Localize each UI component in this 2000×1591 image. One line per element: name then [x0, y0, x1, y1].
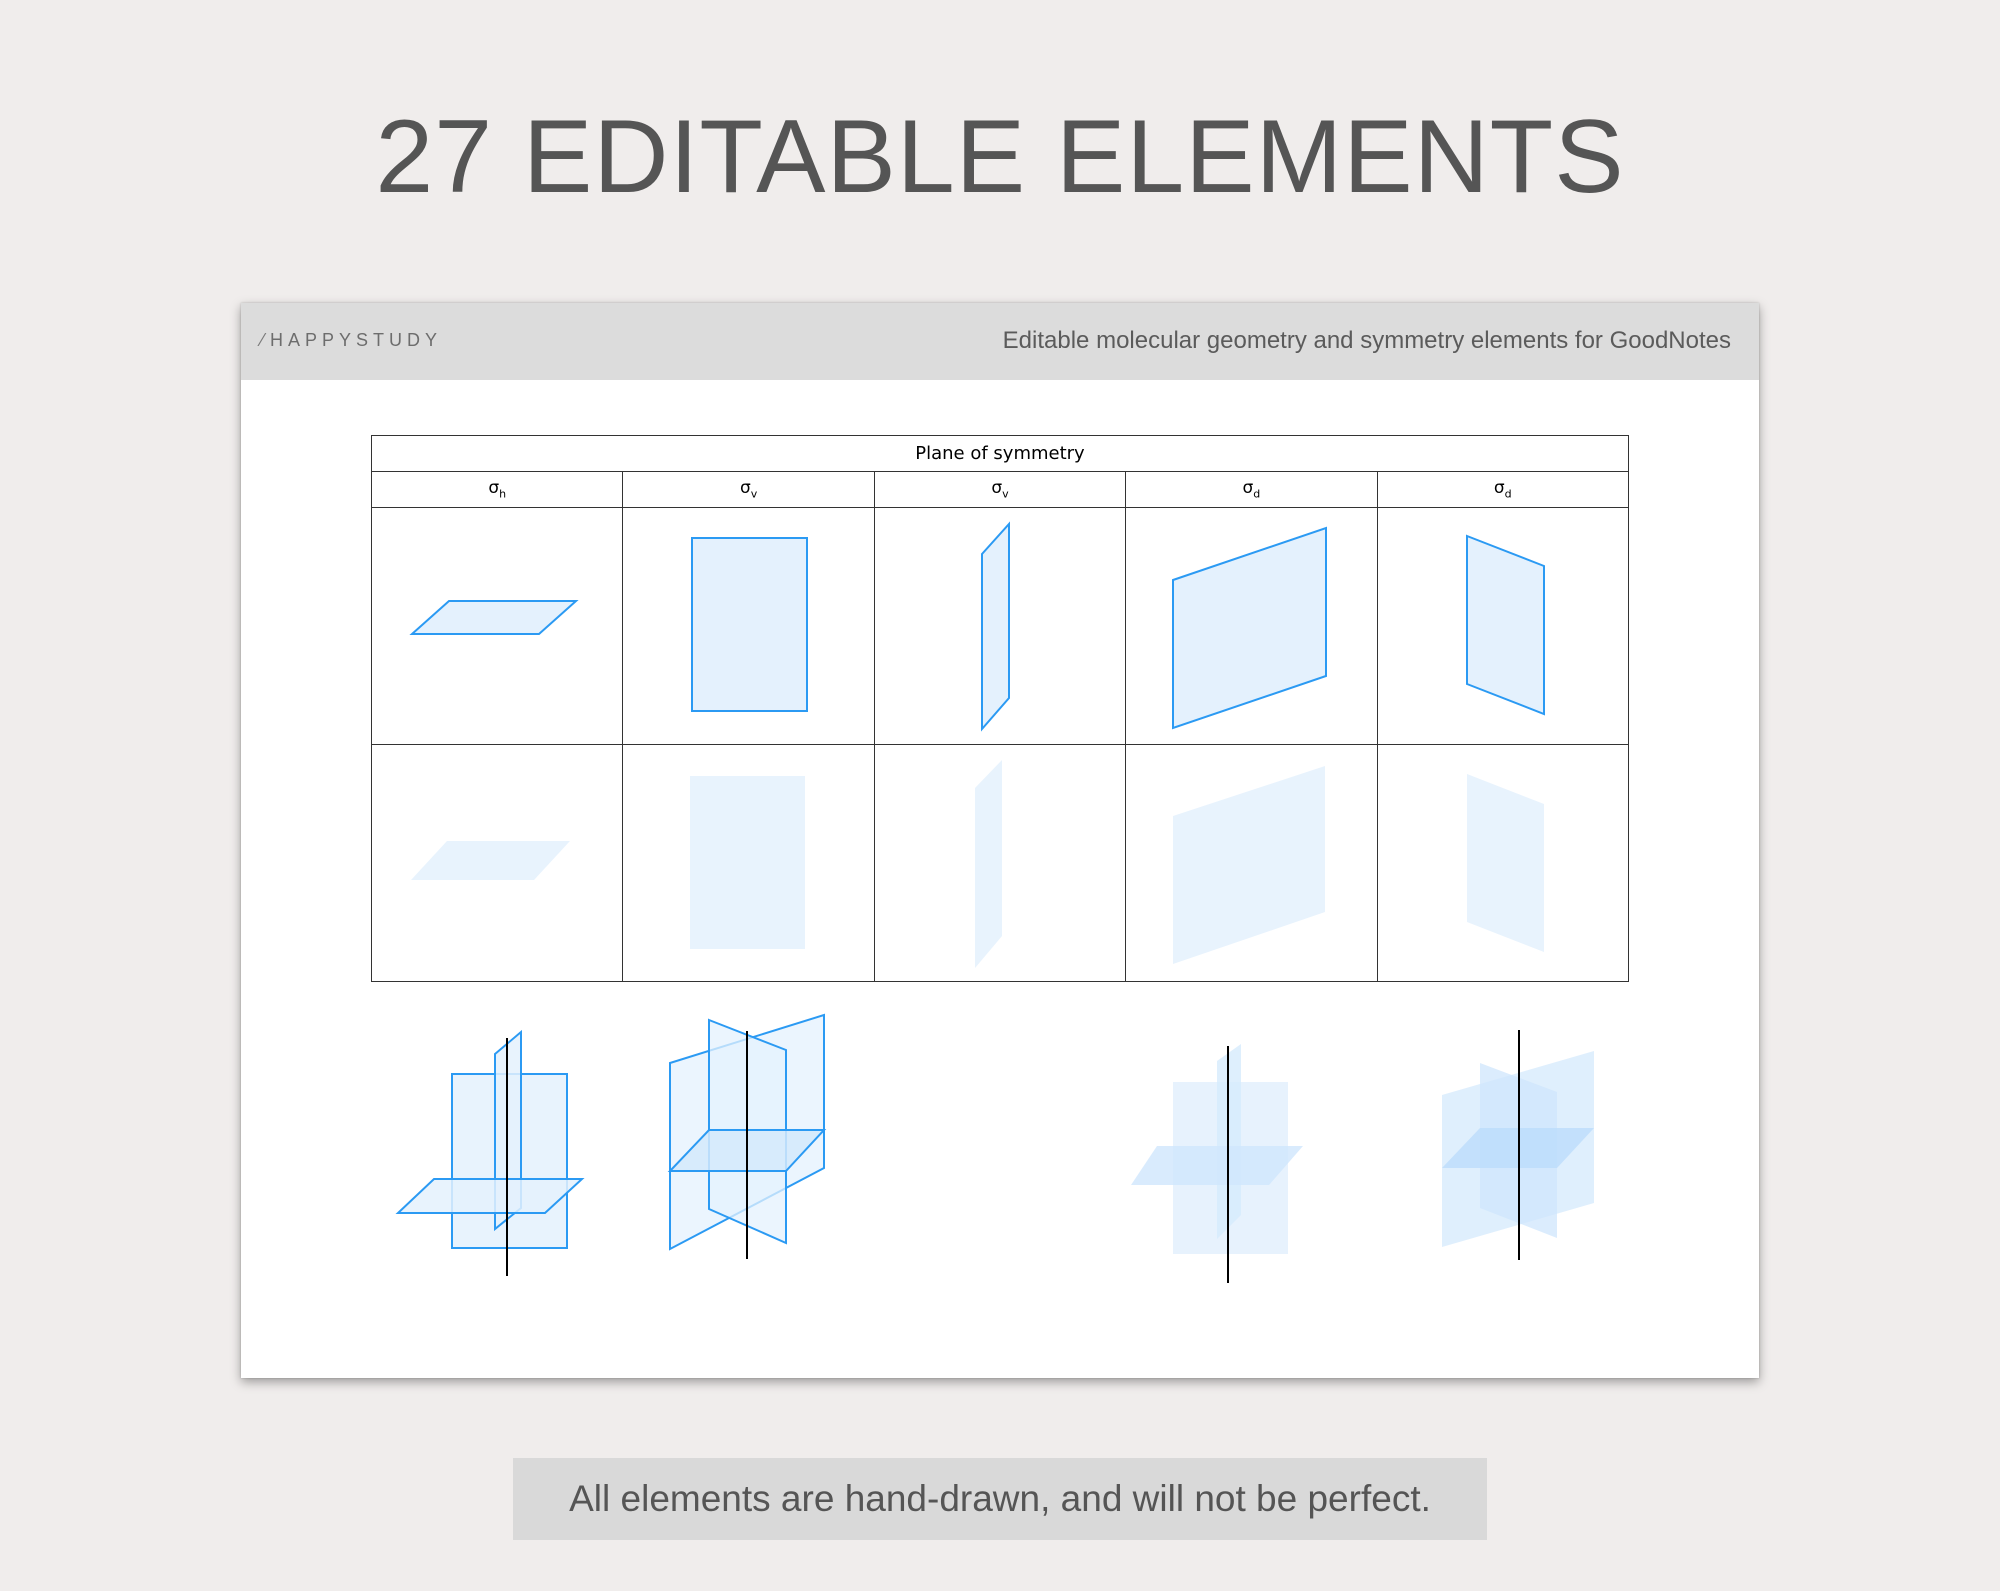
combo-element-sigma-v-sigma-d[interactable]	[670, 1015, 824, 1259]
footer-note-text: All elements are hand-drawn, and will not be perfect.	[569, 1478, 1431, 1519]
column-header-sigma-d: $\sigma_d$	[1126, 472, 1377, 508]
table-title: Plane of symmetry	[372, 436, 1629, 472]
combo-element-sigma-h-sigma-v[interactable]	[398, 1032, 582, 1276]
combo-element-filled-sigma-h-sigma-v[interactable]	[1131, 1044, 1303, 1283]
column-header-sigma-v: $\sigma_v$	[623, 472, 874, 508]
column-header-sigma-h: $\sigma_h$	[372, 472, 623, 508]
footer-note	[513, 1458, 1487, 1540]
pen-icon: ⁄	[261, 330, 265, 350]
template-page	[241, 303, 1759, 1378]
combined-elements	[241, 303, 1759, 1378]
page-subtitle: Editable molecular geometry and symmetry elements for GoodNotes	[1002, 327, 1731, 354]
combo-element-filled-sigma-v-sigma-d[interactable]	[1442, 1030, 1594, 1260]
column-header-sigma-d: $\sigma_d$	[1377, 472, 1628, 508]
brand-name: HAPPYSTUDY	[270, 330, 443, 350]
column-header-sigma-v: $\sigma_v$	[874, 472, 1125, 508]
headline: 27 EDITABLE ELEMENTS	[375, 99, 1625, 215]
